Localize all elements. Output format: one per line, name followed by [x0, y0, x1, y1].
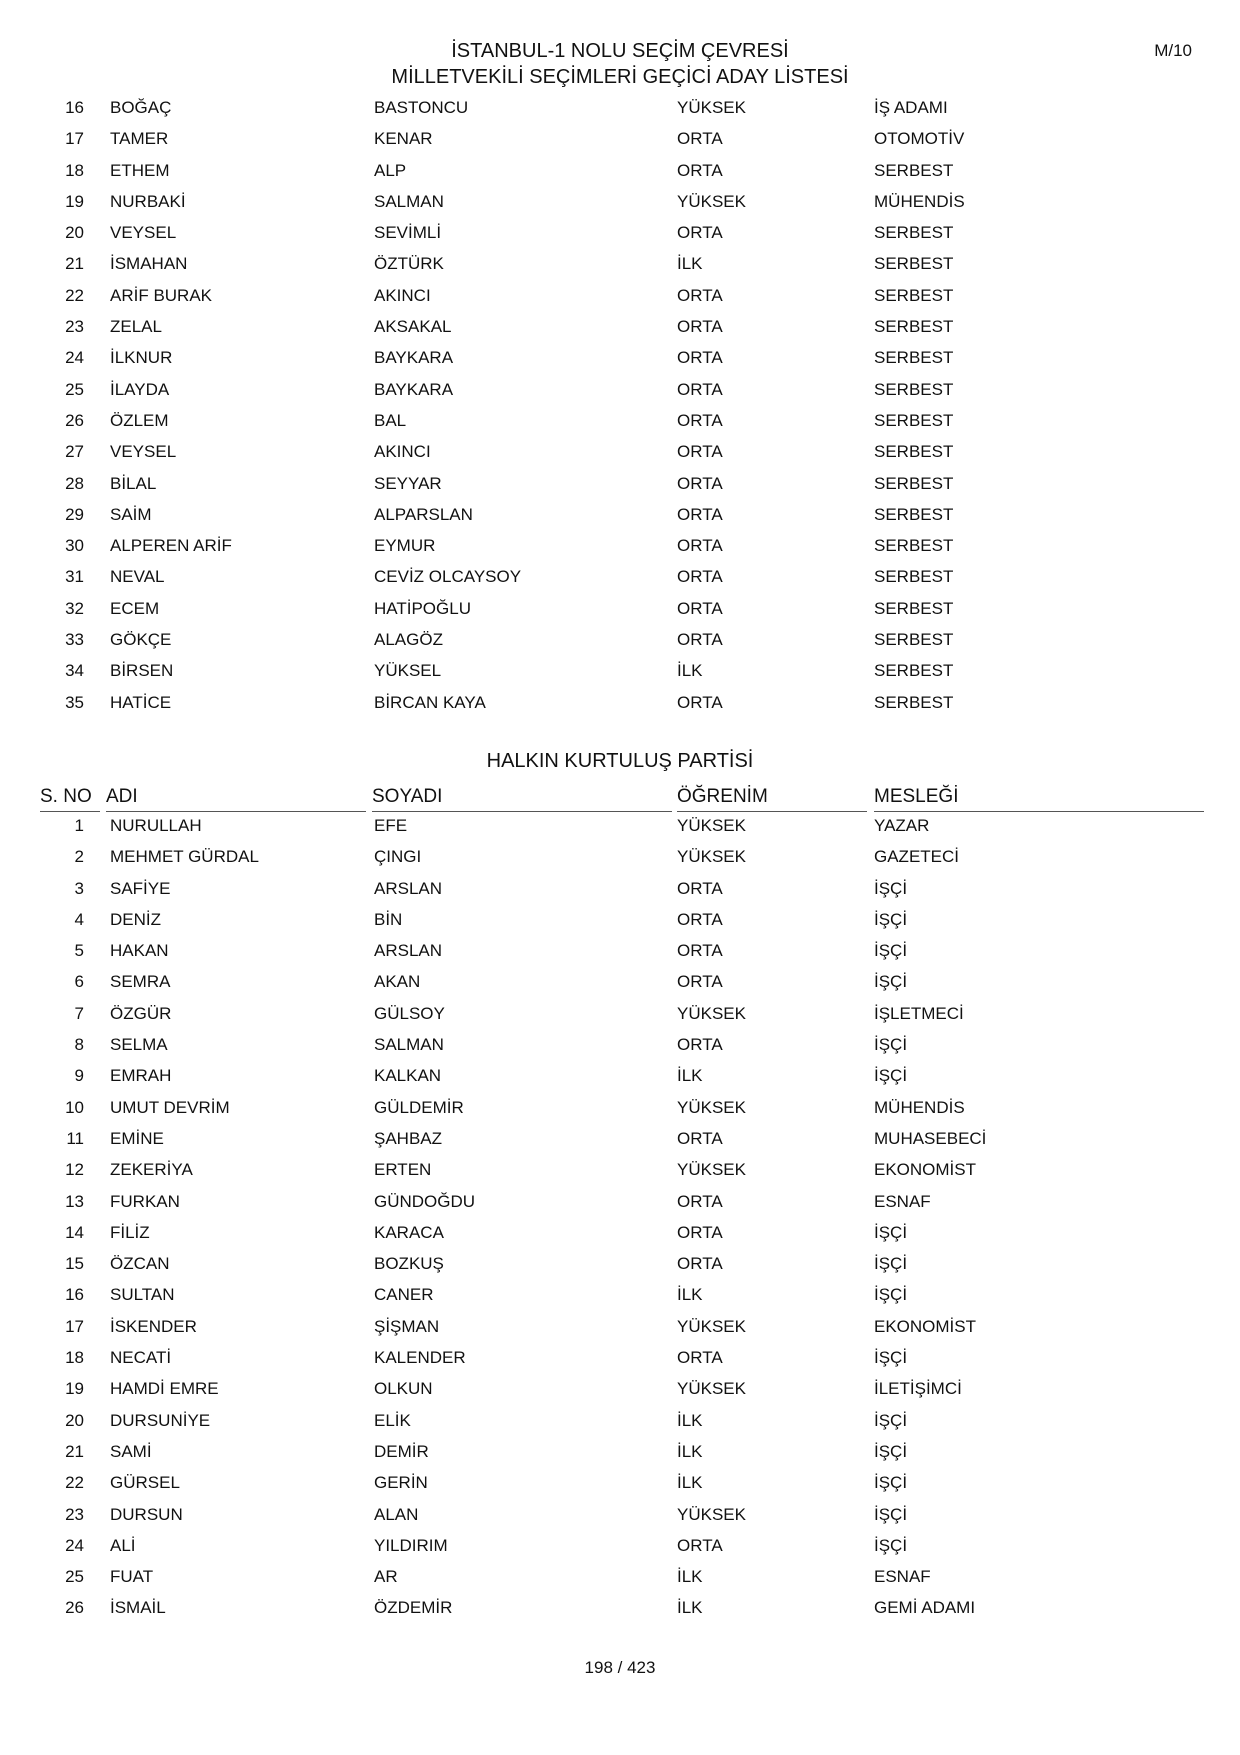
candidate-name: ZEKERİYA — [110, 1160, 193, 1180]
candidate-occupation: SERBEST — [874, 348, 954, 368]
candidate-education: ORTA — [677, 379, 723, 399]
row-number: 6 — [74, 972, 84, 992]
row-number: 21 — [65, 1441, 84, 1461]
table-row — [0, 1092, 1240, 1123]
candidate-surname: ALAN — [374, 1504, 419, 1524]
candidate-education: ORTA — [677, 410, 723, 430]
candidate-occupation: İŞÇİ — [874, 1285, 908, 1305]
candidate-surname: ALP — [374, 160, 407, 180]
table-row — [0, 593, 1240, 624]
table-row — [0, 624, 1240, 655]
candidate-name: FURKAN — [110, 1191, 180, 1211]
candidate-surname: GÜLSOY — [374, 1003, 445, 1023]
candidate-occupation: OTOMOTİV — [874, 129, 965, 149]
candidate-surname: SEVİMLİ — [374, 223, 442, 243]
candidate-surname: BİN — [374, 909, 403, 929]
candidate-education: YÜKSEK — [677, 191, 746, 211]
candidate-occupation: İŞÇİ — [874, 909, 908, 929]
row-number: 16 — [65, 98, 84, 117]
candidate-surname: ŞAHBAZ — [374, 1128, 443, 1148]
candidate-surname: BAYKARA — [374, 348, 454, 368]
row-number: 23 — [65, 317, 84, 337]
candidate-name: VEYSEL — [110, 223, 177, 243]
row-number: 30 — [65, 536, 84, 556]
row-number: 29 — [65, 504, 84, 524]
table-row — [0, 1436, 1240, 1467]
table-row — [0, 1217, 1240, 1248]
candidate-name: MEHMET GÜRDAL — [110, 847, 259, 867]
candidate-surname: YILDIRIM — [374, 1535, 448, 1555]
candidate-name: UMUT DEVRİM — [110, 1097, 230, 1117]
table-row — [0, 810, 1240, 841]
candidate-education: ORTA — [677, 972, 723, 992]
row-number: 28 — [65, 473, 84, 493]
candidate-surname: AKAN — [374, 972, 421, 992]
table-row — [0, 405, 1240, 436]
candidate-surname: BOZKUŞ — [374, 1254, 444, 1274]
candidate-education: ORTA — [677, 504, 723, 524]
candidate-occupation: SERBEST — [874, 567, 954, 587]
table-row — [0, 499, 1240, 530]
candidate-education: İLK — [677, 1066, 703, 1086]
table-row — [0, 436, 1240, 467]
column-header-name: ADI — [106, 786, 366, 812]
candidate-education: ORTA — [677, 223, 723, 243]
column-header-surname: SOYADI — [372, 786, 672, 812]
candidate-occupation: SERBEST — [874, 379, 954, 399]
row-number: 27 — [65, 442, 84, 462]
candidate-surname: EFE — [374, 816, 408, 835]
candidate-name: BİRSEN — [110, 661, 174, 681]
row-number: 23 — [65, 1504, 84, 1524]
candidate-occupation: MÜHENDİS — [874, 191, 965, 211]
row-number: 20 — [65, 1410, 84, 1430]
candidate-name: ECEM — [110, 598, 160, 618]
candidate-education: ORTA — [677, 1348, 723, 1368]
candidate-occupation: İŞÇİ — [874, 1410, 908, 1430]
candidate-education: ORTA — [677, 1535, 723, 1555]
candidate-education: ORTA — [677, 692, 723, 712]
candidate-occupation: İŞÇİ — [874, 1254, 908, 1274]
row-number: 12 — [65, 1160, 84, 1180]
row-number: 22 — [65, 285, 84, 305]
candidate-surname: CANER — [374, 1285, 434, 1305]
row-number: 33 — [65, 630, 84, 650]
candidate-name: NEVAL — [110, 567, 165, 587]
candidate-occupation: İŞÇİ — [874, 878, 908, 898]
candidate-name: DURSUN — [110, 1504, 183, 1524]
candidate-education: YÜKSEK — [677, 1379, 746, 1399]
table-row — [0, 873, 1240, 904]
row-number: 16 — [65, 1285, 84, 1305]
candidate-occupation: İŞÇİ — [874, 1035, 908, 1055]
row-number: 24 — [65, 348, 84, 368]
candidate-education: İLK — [677, 1567, 703, 1587]
row-number: 3 — [74, 878, 84, 898]
candidate-name: TAMER — [110, 129, 169, 149]
candidate-occupation: GAZETECİ — [874, 847, 960, 867]
candidate-name: NECATİ — [110, 1348, 172, 1368]
candidate-education: ORTA — [677, 536, 723, 556]
candidate-surname: SALMAN — [374, 191, 444, 211]
row-number: 22 — [65, 1473, 84, 1493]
candidate-occupation: SERBEST — [874, 692, 954, 712]
candidate-education: ORTA — [677, 442, 723, 462]
page-code: M/10 — [1154, 41, 1192, 60]
candidate-education: ORTA — [677, 1191, 723, 1211]
candidate-name: ARİF BURAK — [110, 285, 213, 305]
candidate-surname: BİRCAN KAYA — [374, 692, 486, 712]
candidate-education: İLK — [677, 254, 703, 274]
row-number: 26 — [65, 1598, 84, 1618]
title-line-1: İSTANBUL-1 NOLU SEÇİM ÇEVRESİ — [451, 40, 789, 62]
candidate-name: ÖZLEM — [110, 410, 169, 430]
candidate-occupation: GEMİ ADAMI — [874, 1598, 976, 1618]
candidate-name: FUAT — [110, 1567, 154, 1587]
candidate-education: İLK — [677, 1285, 703, 1305]
candidate-education: ORTA — [677, 1035, 723, 1055]
candidate-name: NURULLAH — [110, 816, 202, 835]
candidate-education: ORTA — [677, 129, 723, 149]
table-row — [0, 1311, 1240, 1342]
table-row — [0, 1342, 1240, 1373]
candidate-surname: BAL — [374, 410, 407, 430]
row-number: 34 — [65, 661, 84, 681]
candidate-surname: BASTONCU — [374, 98, 469, 117]
row-number: 7 — [74, 1003, 84, 1023]
table-row — [0, 1279, 1240, 1310]
candidate-surname: ÖZDEMİR — [374, 1598, 453, 1618]
candidate-occupation: İŞÇİ — [874, 972, 908, 992]
candidate-occupation: İŞÇİ — [874, 1504, 908, 1524]
table-row — [0, 1530, 1240, 1561]
table-row — [0, 561, 1240, 592]
candidate-surname: GERİN — [374, 1473, 428, 1493]
table-row — [0, 342, 1240, 373]
candidate-name: EMİNE — [110, 1128, 164, 1148]
candidate-name: HAMDİ EMRE — [110, 1379, 219, 1399]
row-number: 35 — [65, 692, 84, 712]
column-header-occupation: MESLEĞİ — [874, 786, 1204, 812]
row-number: 4 — [74, 909, 84, 929]
candidate-surname: BAYKARA — [374, 379, 454, 399]
party-title: HALKIN KURTULUŞ PARTİSİ — [486, 750, 754, 772]
candidate-surname: AKSAKAL — [374, 317, 452, 337]
row-number: 25 — [65, 1567, 84, 1587]
candidate-name: EMRAH — [110, 1066, 172, 1086]
table-row — [0, 374, 1240, 405]
candidate-occupation: İŞÇİ — [874, 1441, 908, 1461]
candidate-surname: SEYYAR — [374, 473, 442, 493]
candidate-surname: GÜNDOĞDU — [374, 1191, 476, 1211]
table-row — [0, 966, 1240, 997]
candidate-occupation: İŞLETMECİ — [874, 1003, 964, 1023]
candidate-name: VEYSEL — [110, 442, 177, 462]
table-row — [0, 468, 1240, 499]
table-row — [0, 1373, 1240, 1404]
candidate-name: İSKENDER — [110, 1316, 197, 1336]
candidate-surname: AR — [374, 1567, 398, 1587]
row-number: 13 — [65, 1191, 84, 1211]
candidate-education: YÜKSEK — [677, 1097, 746, 1117]
candidate-occupation: İŞÇİ — [874, 1473, 908, 1493]
candidate-surname: AKINCI — [374, 442, 431, 462]
candidate-name: SAİM — [110, 504, 152, 524]
candidate-education: YÜKSEK — [677, 1003, 746, 1023]
candidate-surname: GÜLDEMİR — [374, 1097, 464, 1117]
candidate-surname: KALENDER — [374, 1348, 466, 1368]
candidate-name: BİLAL — [110, 473, 157, 493]
table-row — [0, 92, 1240, 123]
table-row — [0, 687, 1240, 718]
candidate-surname: ERTEN — [374, 1160, 432, 1180]
candidate-name: SAFİYE — [110, 878, 171, 898]
table-row — [0, 123, 1240, 154]
table-row — [0, 998, 1240, 1029]
candidate-education: İLK — [677, 1441, 703, 1461]
candidate-occupation: İŞ ADAMI — [874, 98, 948, 117]
candidate-name: DENİZ — [110, 909, 161, 929]
candidate-education: YÜKSEK — [677, 847, 746, 867]
candidate-occupation: SERBEST — [874, 536, 954, 556]
candidate-surname: ÖZTÜRK — [374, 254, 444, 274]
candidate-education: YÜKSEK — [677, 1504, 746, 1524]
candidate-occupation: SERBEST — [874, 223, 954, 243]
candidate-surname: ŞİŞMAN — [374, 1316, 440, 1336]
candidate-education: İLK — [677, 1410, 703, 1430]
column-header-no: S. NO — [40, 786, 100, 812]
candidate-name: İLAYDA — [110, 379, 170, 399]
candidate-name: FİLİZ — [110, 1222, 150, 1242]
candidate-education: ORTA — [677, 317, 723, 337]
table-row — [0, 1186, 1240, 1217]
candidate-occupation: EKONOMİST — [874, 1160, 977, 1180]
row-number: 19 — [65, 191, 84, 211]
candidate-education: ORTA — [677, 1128, 723, 1148]
candidate-occupation: SERBEST — [874, 598, 954, 618]
candidate-surname: ÇINGI — [374, 847, 422, 867]
candidate-name: İLKNUR — [110, 348, 173, 368]
candidate-education: İLK — [677, 1473, 703, 1493]
party-candidate-list — [0, 810, 1240, 1624]
candidate-name: SELMA — [110, 1035, 168, 1055]
row-number: 26 — [65, 410, 84, 430]
candidate-surname: ALPARSLAN — [374, 504, 473, 524]
candidate-name: SEMRA — [110, 972, 171, 992]
column-header-education: ÖĞRENİM — [677, 786, 867, 812]
row-number: 25 — [65, 379, 84, 399]
candidate-occupation: SERBEST — [874, 285, 954, 305]
document-title — [0, 38, 1240, 90]
candidate-surname: KARACA — [374, 1222, 444, 1242]
table-row — [0, 1405, 1240, 1436]
table-row — [0, 1154, 1240, 1185]
candidate-occupation: ESNAF — [874, 1191, 931, 1211]
row-number: 9 — [74, 1066, 84, 1086]
candidate-name: ZELAL — [110, 317, 162, 337]
table-row — [0, 1060, 1240, 1091]
table-row — [0, 530, 1240, 561]
candidate-education: ORTA — [677, 878, 723, 898]
candidate-name: NURBAKİ — [110, 191, 186, 211]
candidate-occupation: YAZAR — [874, 816, 930, 835]
row-number: 14 — [65, 1222, 84, 1242]
candidate-occupation: İŞÇİ — [874, 1348, 908, 1368]
candidate-surname: YÜKSEL — [374, 661, 442, 681]
candidate-occupation: SERBEST — [874, 630, 954, 650]
candidate-surname: EYMUR — [374, 536, 436, 556]
candidate-education: ORTA — [677, 941, 723, 961]
candidate-occupation: İLETİŞİMCİ — [874, 1379, 962, 1399]
candidate-education: ORTA — [677, 567, 723, 587]
candidate-surname: ARSLAN — [374, 941, 443, 961]
candidate-surname: SALMAN — [374, 1035, 444, 1055]
row-number: 5 — [74, 941, 84, 961]
candidate-occupation: SERBEST — [874, 317, 954, 337]
table-row — [0, 841, 1240, 872]
candidate-name: ETHEM — [110, 160, 170, 180]
row-number: 2 — [74, 847, 84, 867]
candidate-education: ORTA — [677, 285, 723, 305]
table-row — [0, 935, 1240, 966]
row-number: 18 — [65, 160, 84, 180]
candidate-name: SULTAN — [110, 1285, 175, 1305]
table-row — [0, 155, 1240, 186]
candidate-name: ALİ — [110, 1535, 136, 1555]
table-row — [0, 1499, 1240, 1530]
candidate-occupation: SERBEST — [874, 254, 954, 274]
candidate-education: ORTA — [677, 630, 723, 650]
candidate-name: GÜRSEL — [110, 1473, 180, 1493]
table-row — [0, 904, 1240, 935]
candidate-occupation: ESNAF — [874, 1567, 931, 1587]
row-number: 31 — [65, 567, 84, 587]
row-number: 8 — [74, 1035, 84, 1055]
candidate-surname: HATİPOĞLU — [374, 598, 471, 618]
candidate-name: İSMAHAN — [110, 254, 188, 274]
candidate-education: YÜKSEK — [677, 816, 746, 835]
candidate-education: ORTA — [677, 598, 723, 618]
table-row — [0, 1467, 1240, 1498]
table-row — [0, 280, 1240, 311]
candidate-name: ÖZCAN — [110, 1254, 170, 1274]
table-row — [0, 186, 1240, 217]
candidate-education: ORTA — [677, 473, 723, 493]
table-row — [0, 1248, 1240, 1279]
candidate-surname: AKINCI — [374, 285, 431, 305]
candidate-name: HAKAN — [110, 941, 169, 961]
candidate-occupation: İŞÇİ — [874, 1222, 908, 1242]
row-number: 24 — [65, 1535, 84, 1555]
row-number: 10 — [65, 1097, 84, 1117]
row-number: 17 — [65, 1316, 84, 1336]
candidate-surname: ALAGÖZ — [374, 630, 443, 650]
candidate-education: ORTA — [677, 1222, 723, 1242]
candidate-surname: ARSLAN — [374, 878, 443, 898]
candidate-name: DURSUNİYE — [110, 1410, 211, 1430]
candidate-surname: DEMİR — [374, 1441, 429, 1461]
candidate-education: İLK — [677, 661, 703, 681]
candidate-name: GÖKÇE — [110, 630, 172, 650]
table-row — [0, 1029, 1240, 1060]
candidate-name: ALPEREN ARİF — [110, 536, 232, 556]
candidate-occupation: SERBEST — [874, 661, 954, 681]
row-number: 15 — [65, 1254, 84, 1274]
candidate-occupation: SERBEST — [874, 410, 954, 430]
candidate-education: YÜKSEK — [677, 1160, 746, 1180]
candidate-occupation: SERBEST — [874, 473, 954, 493]
candidate-education: YÜKSEK — [677, 1316, 746, 1336]
candidate-education: ORTA — [677, 909, 723, 929]
candidate-occupation: İŞÇİ — [874, 1535, 908, 1555]
candidate-education: İLK — [677, 1598, 703, 1618]
candidate-occupation: MUHASEBECİ — [874, 1128, 987, 1148]
table-row — [0, 1592, 1240, 1623]
row-number: 1 — [74, 816, 84, 835]
candidate-occupation: İŞÇİ — [874, 941, 908, 961]
candidate-occupation: EKONOMİST — [874, 1316, 977, 1336]
title-line-2: MİLLETVEKİLİ SEÇİMLERİ GEÇİCİ ADAY LİSTESİ — [391, 66, 849, 88]
candidate-occupation: İŞÇİ — [874, 1066, 908, 1086]
candidate-name: İSMAİL — [110, 1598, 166, 1618]
candidate-surname: ELİK — [374, 1410, 411, 1430]
table-row — [0, 311, 1240, 342]
candidate-education: YÜKSEK — [677, 98, 746, 117]
candidate-surname: KENAR — [374, 129, 433, 149]
candidate-surname: KALKAN — [374, 1066, 442, 1086]
candidate-education: ORTA — [677, 160, 723, 180]
candidate-name: ÖZGÜR — [110, 1003, 172, 1023]
candidate-name: HATİCE — [110, 692, 172, 712]
candidate-occupation: SERBEST — [874, 442, 954, 462]
row-number: 21 — [65, 254, 84, 274]
page-number: 198 / 423 — [584, 1658, 656, 1677]
candidate-surname: OLKUN — [374, 1379, 433, 1399]
row-number: 20 — [65, 223, 84, 243]
table-row — [0, 1561, 1240, 1592]
candidate-name: BOĞAÇ — [110, 98, 172, 117]
candidate-surname: CEVİZ OLCAYSOY — [374, 567, 522, 587]
table-row — [0, 655, 1240, 686]
candidate-occupation: SERBEST — [874, 160, 954, 180]
row-number: 19 — [65, 1379, 84, 1399]
table-row — [0, 217, 1240, 248]
candidate-education: ORTA — [677, 1254, 723, 1274]
previous-party-list — [0, 92, 1240, 718]
candidate-occupation: SERBEST — [874, 504, 954, 524]
row-number: 17 — [65, 129, 84, 149]
table-row — [0, 248, 1240, 279]
row-number: 32 — [65, 598, 84, 618]
candidate-occupation: MÜHENDİS — [874, 1097, 965, 1117]
table-row — [0, 1123, 1240, 1154]
candidate-name: SAMİ — [110, 1441, 152, 1461]
row-number: 18 — [65, 1348, 84, 1368]
candidate-education: ORTA — [677, 348, 723, 368]
row-number: 11 — [66, 1128, 84, 1148]
